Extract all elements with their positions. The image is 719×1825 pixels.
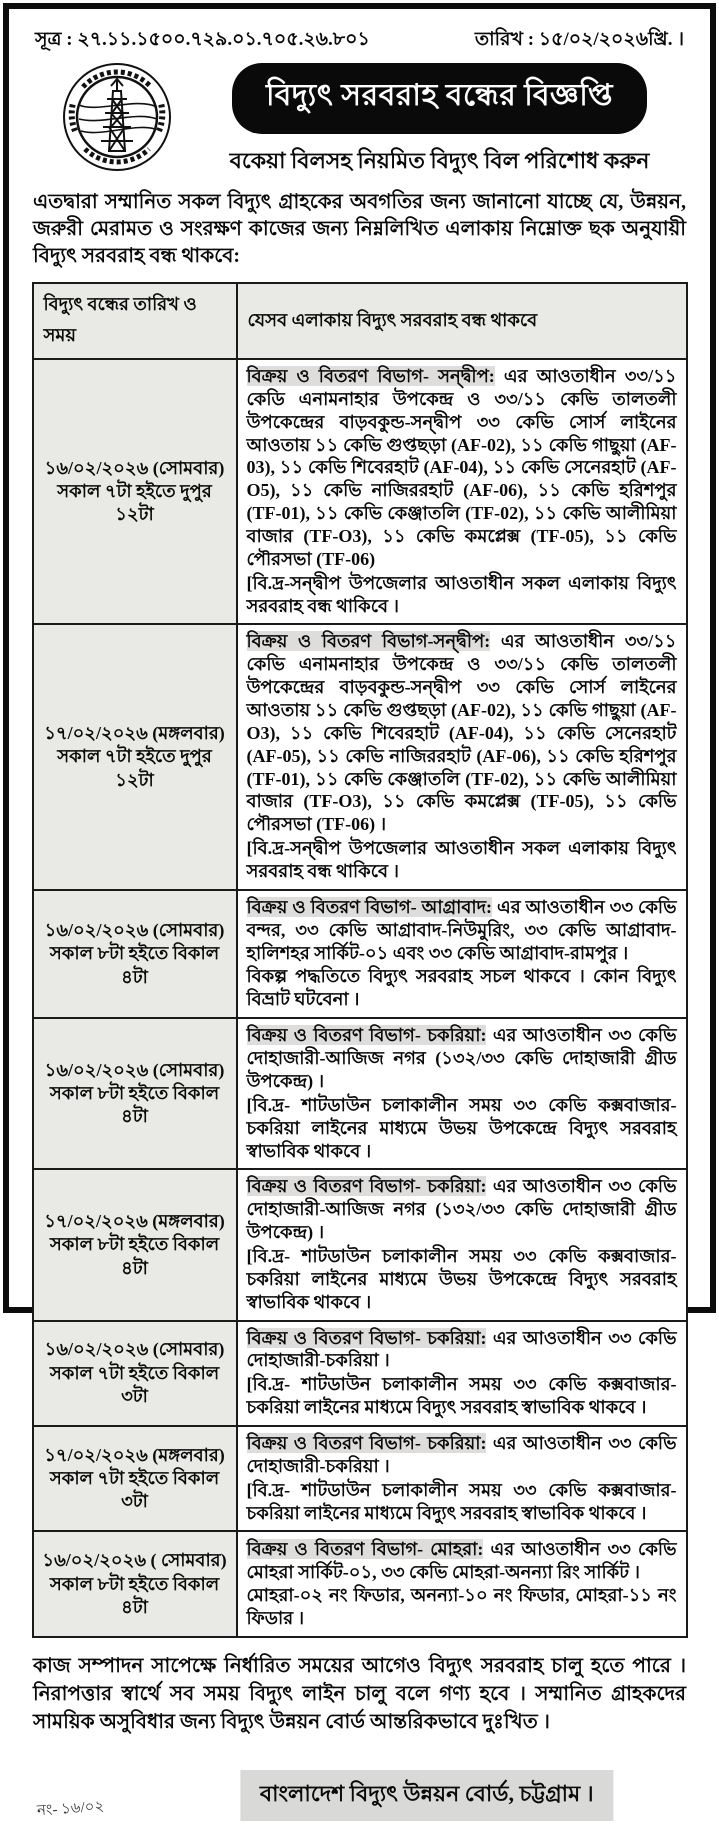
table-row bbox=[33, 890, 687, 1018]
outage-area-cell bbox=[237, 890, 687, 1018]
table-header-row bbox=[33, 283, 687, 359]
outage-date-cell bbox=[33, 1321, 237, 1426]
area-note: [বি.দ্র- শাটডাউন চলাকালীন সময় ৩৩ কেভি কক্সবাজার-চকরিয়া লাইনের মাধ্যমে উভয় উপকেন্দ্রে বিদ্যুৎ সরবরাহ স্বাভাবিক থাকবে । bbox=[246, 1094, 677, 1161]
outage-date-cell bbox=[33, 1018, 237, 1169]
outage-date: ১৬/০২/২০২৬ (সোমবার) bbox=[44, 919, 225, 940]
outage-date-cell bbox=[33, 1531, 237, 1637]
division-name: বিক্রয় ও বিতরণ বিভাগ- চকরিয়া: bbox=[246, 1176, 487, 1197]
signature-row bbox=[31, 1770, 688, 1822]
table-row bbox=[33, 624, 687, 889]
area-detail: এর আওতাধীন ৩৩ কেভি দোহাজারী-চকরিয়া । bbox=[246, 1327, 677, 1371]
outage-date: ১৬/০২/২০২৬ ( সোমবার) bbox=[42, 1550, 227, 1571]
bill-payment-reminder: বকেয়া বিলসহ নিয়মিত বিদ্যুৎ বিল পরিশোধ করুন bbox=[229, 148, 650, 173]
area-detail: এর আওতাধীন ৩৩ কেভি দোহাজারী-চকরিয়া । bbox=[246, 1432, 677, 1476]
outage-date-cell bbox=[33, 1169, 237, 1320]
outage-area-cell bbox=[237, 1321, 687, 1426]
outage-area-cell bbox=[237, 1169, 687, 1320]
outage-date: ১৭/০২/২০২৬ (মঙ্গলবার) bbox=[44, 1210, 225, 1231]
table-row bbox=[33, 1321, 687, 1426]
masthead bbox=[31, 61, 688, 179]
division-name: বিক্রয় ও বিতরণ বিভাগ- আগ্রাবাদ: bbox=[246, 896, 493, 917]
outage-area-cell bbox=[237, 1531, 687, 1637]
outage-schedule-table bbox=[32, 282, 688, 1638]
outage-time: সকাল ৮টা হইতে বিকাল ৪টা bbox=[49, 1573, 220, 1618]
notice-page bbox=[3, 3, 716, 1820]
notice-title: বিদ্যুৎ সরবরাহ বন্ধের বিজ্ঞপ্তি bbox=[232, 63, 647, 134]
outage-date-cell bbox=[33, 890, 237, 1018]
area-detail: এর আওতাধীন ৩৩ কেভি দোহাজারী-আজিজ নগর (১৩২/৩৩ কেভি দোহাজারী গ্রীড উপকেন্দ্র) । bbox=[246, 1176, 677, 1243]
area-detail: এর আওতাধীন ৩৩ কেভি মোহরা সার্কিট-০১, ৩৩ কেভি মোহরা-অনন্যা রিং সার্কিট । bbox=[246, 1538, 677, 1582]
outage-area-cell bbox=[237, 624, 687, 889]
area-note: [বি.দ্র- শাটডাউন চলাকালীন সময় ৩৩ কেভি কক্সবাজার-চকরিয়া লাইনের মাধ্যমে বিদ্যুৎ সরবরাহ স্বাভাবিক থাকবে । bbox=[246, 1479, 677, 1523]
area-note: বিকল্প পদ্ধতিতে বিদ্যুৎ সরবরাহ সচল থাকবে । কোন বিদ্যুৎ বিভ্রাট ঘটবেনা । bbox=[246, 966, 677, 1010]
area-detail: এর আওতাধীন ৩৩/১১ কেডি এনামনাহার উপকেন্দ্র ও ৩৩/১১ কেভি তালতলী উপকেন্দ্রের বাড়বকুন্ড-সন্দ্বীপ ৩৩ কেভি সোর্স লাইনের আওতায় ১১ কেভি গুপ্তছড়া (AF-02), ১১ কেভি গাছুয়া (AF-03), ১১ কেভি শিবেরহাট (AF-04), ১১ কেভি সেনেরহাট (AF-O5), ১১ কেভি নাজিররহাট (AF-06), ১১ কেভি হরিশপুর (TF-01), ১১ কেভি কেঞ্জাতলি (TF-02), ১১ কেভি আলীমিয়া বাজার (TF-O3), ১১ কেভি কমপ্লেক্স (TF-05), ১১ কেভি পৌরসভা (TF-06) bbox=[246, 366, 677, 569]
division-name: বিক্রয় ও বিতরণ বিভাগ- চকরিয়া: bbox=[246, 1432, 487, 1453]
reference-number: সূত্র : ২৭.১১.১৫০০.৭২৯.০১.৭০৫.২৬.৮০১ bbox=[35, 29, 370, 50]
outage-date: ১৭/০২/২০২৬ (মঙ্গলবার) bbox=[44, 723, 225, 744]
outage-date-cell bbox=[33, 624, 237, 889]
division-name: বিক্রয় ও বিতরণ বিভাগ- সন্দ্বীপ: bbox=[246, 366, 495, 386]
area-detail: এর আওতাধীন ৩৩ কেভি বন্দর, ৩৩ কেভি আগ্রাবাদ-নিউমুরিং, ৩৩ কেভি আগ্রাবাদ-হালিশহর সার্কিট-০১ এবং ৩৩ কেভি আগ্রাবাদ-রামপুর । bbox=[246, 896, 677, 963]
area-note: মোহরা-০২ নং ফিডার, অনন্যা-১০ নং ফিডার, মোহরা-১১ নং ফিডার । bbox=[246, 1585, 677, 1629]
outage-time: সকাল ৮টা হইতে বিকাল ৪টা bbox=[49, 1083, 220, 1127]
column-header-date-time: বিদ্যুৎ বন্ধের তারিখ ও সময় bbox=[33, 283, 237, 359]
issue-number: নং- ১৬/০২ bbox=[36, 1799, 105, 1820]
outage-date-cell bbox=[33, 1426, 237, 1531]
table-row bbox=[33, 1018, 687, 1169]
notice-date: তারিখ : ১৫/০২/২০২৬খ্রি. । bbox=[474, 29, 684, 50]
outage-date: ১৭/০২/২০২৬ (মঙ্গলবার) bbox=[44, 1444, 225, 1465]
outage-time: সকাল ৭টা হইতে বিকাল ৩টা bbox=[49, 1362, 220, 1406]
outage-area-cell bbox=[237, 1426, 687, 1531]
outage-time: সকাল ৮টা হইতে বিকাল ৪টা bbox=[49, 943, 220, 987]
area-note: [বি.দ্র-সন্দ্বীপ উপজেলার আওতাধীন সকল এলাকায় বিদ্যুৎ সরবরাহ বন্ধ থাকিবে । bbox=[246, 572, 677, 616]
division-name: বিক্রয় ও বিতরণ বিভাগ-সন্দ্বীপ: bbox=[246, 631, 491, 652]
outage-area-cell bbox=[237, 359, 687, 624]
document-topline bbox=[35, 25, 684, 57]
column-header-areas: যেসব এলাকায় বিদ্যুৎ সরবরাহ বন্ধ থাকবে bbox=[237, 283, 687, 359]
area-note: [বি.দ্র- শাটডাউন চলাকালীন সময় ৩৩ কেভি কক্সবাজার-চকরিয়া লাইনের মাধ্যমে বিদ্যুৎ সরবরাহ স্বাভাবিক থাকবে । bbox=[246, 1374, 677, 1418]
table-row bbox=[33, 1169, 687, 1320]
outage-area-cell bbox=[237, 1018, 687, 1169]
closing-paragraph: কাজ সম্পাদন সাপেক্ষে নির্ধারিত সময়ের আগেও বিদ্যুৎ সরবরাহ চালু হতে পারে । নিরাপত্তার স্বার্থে সব সময় বিদ্যুৎ লাইন চালু বলে গণ্য হবে । সম্মানিত গ্রাহকদের সাময়িক অসুবিধার জন্য বিদ্যুৎ উন্নয়ন বোর্ড আন্তরিকভাবে দুঃখিত । bbox=[33, 1655, 686, 1734]
outage-date-cell bbox=[33, 359, 237, 624]
outage-date: ১৬/০২/২০২৬ (সোমবার) bbox=[44, 1339, 225, 1360]
area-detail: এর আওতাধীন ৩৩ কেভি দোহাজারী-আজিজ নগর (১৩২/৩৩ কেভি দোহাজারী গ্রীড উপকেন্দ্র) । bbox=[246, 1025, 677, 1091]
division-name: বিক্রয় ও বিতরণ বিভাগ- চকরিয়া: bbox=[246, 1327, 487, 1348]
intro-paragraph: এতদ্বারা সম্মানিত সকল বিদ্যুৎ গ্রাহকের অবগতির জন্য জানানো যাচ্ছে যে, উন্নয়ন, জরুরী মেরামত ও সংরক্ষণ কাজের জন্য নিম্নলিখিত এলাকায় নিম্নোক্ত ছক অনুযায়ী বিদ্যুৎ সরবরাহ বন্ধ থাকবে: bbox=[33, 191, 686, 267]
table-row bbox=[33, 1426, 687, 1531]
outage-date: ১৬/০২/২০২৬ (সোমবার) bbox=[44, 457, 225, 478]
division-name: বিক্রয় ও বিতরণ বিভাগ- মোহরা: bbox=[246, 1538, 484, 1559]
outage-time: সকাল ৭টা হইতে দুপুর ১২টা bbox=[57, 481, 212, 525]
outage-time: সকাল ৮টা হইতে বিকাল ৪টা bbox=[49, 1234, 220, 1278]
table-row bbox=[33, 359, 687, 624]
area-note: [বি.দ্র-সন্দ্বীপ উপজেলার আওতাধীন সকল এলাকায় বিদ্যুৎ সরবরাহ বন্ধ থাকিবে । bbox=[246, 838, 677, 882]
outage-time: সকাল ৭টা হইতে বিকাল ৩টা bbox=[49, 1467, 220, 1512]
outage-time: সকাল ৭টা হইতে দুপুর ১২টা bbox=[57, 746, 212, 790]
area-note: [বি.দ্র- শাটডাউন চলাকালীন সময় ৩৩ কেভি কক্সবাজার-চকরিয়া লাইনের মাধ্যমে উভয় উপকেন্দ্রে বিদ্যুৎ সরবরাহ স্বাভাবিক থাকবে । bbox=[246, 1245, 677, 1312]
authority-signature: বাংলাদেশ বিদ্যুৎ উন্নয়ন বোর্ড, চট্টগ্রাম । bbox=[240, 1770, 614, 1821]
division-name: বিক্রয় ও বিতরণ বিভাগ- চকরিয়া: bbox=[246, 1025, 487, 1046]
table-row bbox=[33, 1531, 687, 1637]
outage-date: ১৬/০২/২০২৬ (সোমবার) bbox=[44, 1059, 225, 1080]
bpdb-logo-icon bbox=[61, 61, 173, 173]
area-detail: এর আওতাধীন ৩৩/১১ কেভি এনামনাহার উপকেন্দ্র ও ৩৩/১১ কেভি তালতলী উপকেন্দ্রের বাড়বকুন্ড-সন্দ্বীপ ৩৩ কেভি সোর্স লাইনের আওতায় ১১ কেভি গুপ্তছড়া (AF-02), ১১ কেভি গাছুয়া (AF-O3), ১১ কেভি শিবেরহাট (AF-04), ১১ কেভি সেনেরহাট (AF-05), ১১ কেভি নাজিররহাট (AF-06), ১১ কেভি হরিশপুর (TF-01), ১১ কেভি কেঞ্জাতলি (TF-02), ১১ কেভি আলীমিয়া বাজার (TF-O3), ১১ কেভি কমপ্লেক্স (TF-05), ১১ কেভি পৌরসভা (TF-06) । bbox=[246, 631, 677, 835]
